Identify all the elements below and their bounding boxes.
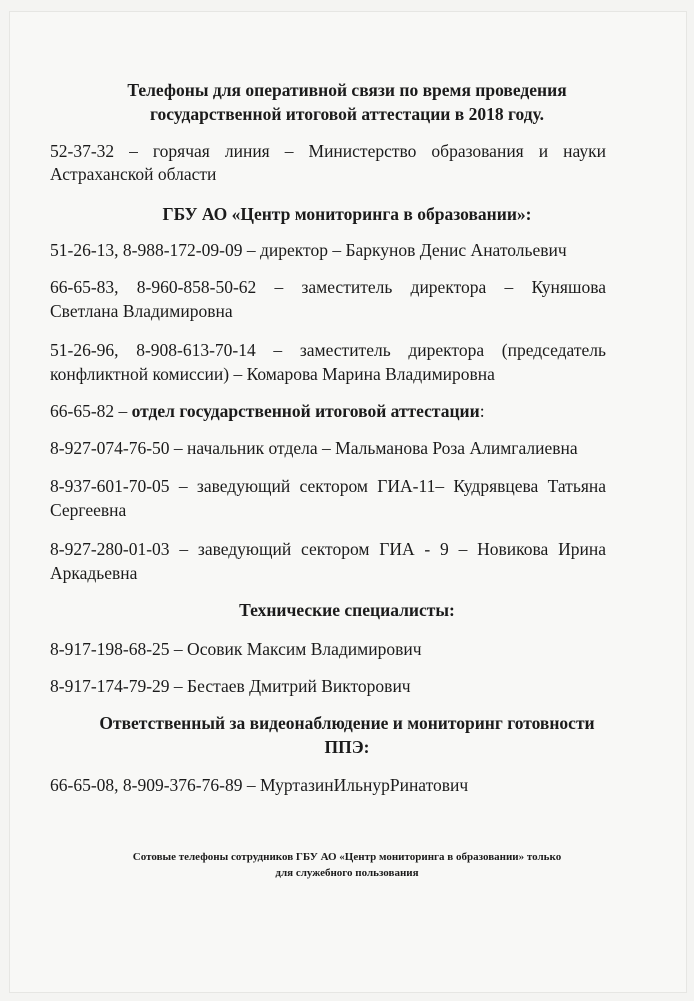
section-heading-tech: Технические специалисты: [239,600,455,620]
gia11-line-2: Сергеевна [50,500,127,520]
hotline-line-2: Астраханской области [50,164,217,184]
section-heading-gbu: ГБУ АО «Центр мониторинга в образовании»: [162,204,532,224]
dept-entry [50,401,485,422]
section-heading-video-line-2: ППЭ: [324,737,370,757]
section-heading-video-line-1: Ответственный за видеонаблюдение и мониторинг готовности [99,713,595,733]
dept-phone: 66-65-82 – [50,401,128,421]
document-title-line-2: государственной итоговой аттестации в 2018 году. [150,104,544,124]
deputy2-line-1: 51-26-96, 8-908-613-70-14 – заместитель директора (председатель [50,340,606,360]
video-entry: 66-65-08, 8-909-376-76-89 – МуртазинИльнурРинатович [50,775,469,795]
footer-note-line-1: Сотовые телефоны сотрудников ГБУ АО «Центр мониторинга в образовании» только [132,851,562,863]
document-title-line-1: Телефоны для оперативной связи по время проведения [127,80,567,100]
footer-note-line-2: для служебного пользования [275,867,419,879]
hotline-line-1: 52-37-32 – горячая линия – Министерство образования и науки [50,141,606,161]
head-dept-entry: 8-927-074-76-50 – начальник отдела – Мальманова Роза Алимгалиевна [50,438,578,458]
gia9-line-2: Аркадьевна [50,563,138,583]
deputy1-line-1: 66-65-83, 8-960-858-50-62 – заместитель директора – Куняшова [50,277,606,297]
deputy1-line-2: Светлана Владимировна [50,301,233,321]
gia9-line-1: 8-927-280-01-03 – заведующий сектором ГИА - 9 – Новикова Ирина [50,539,606,559]
tech-entry-1: 8-917-198-68-25 – Осовик Максим Владимирович [50,639,422,659]
dept-colon: : [479,401,485,421]
deputy2-line-2: конфликтной комиссии) – Комарова Марина Владимировна [50,364,495,384]
director-entry: 51-26-13, 8-988-172-09-09 – директор – Баркунов Денис Анатольевич [50,240,567,260]
tech-entry-2: 8-917-174-79-29 – Бестаев Дмитрий Викторович [50,676,411,696]
dept-name: отдел государственной итоговой аттестации [131,401,480,421]
gia11-line-1: 8-937-601-70-05 – заведующий сектором ГИА-11– Кудрявцева Татьяна [50,476,606,496]
